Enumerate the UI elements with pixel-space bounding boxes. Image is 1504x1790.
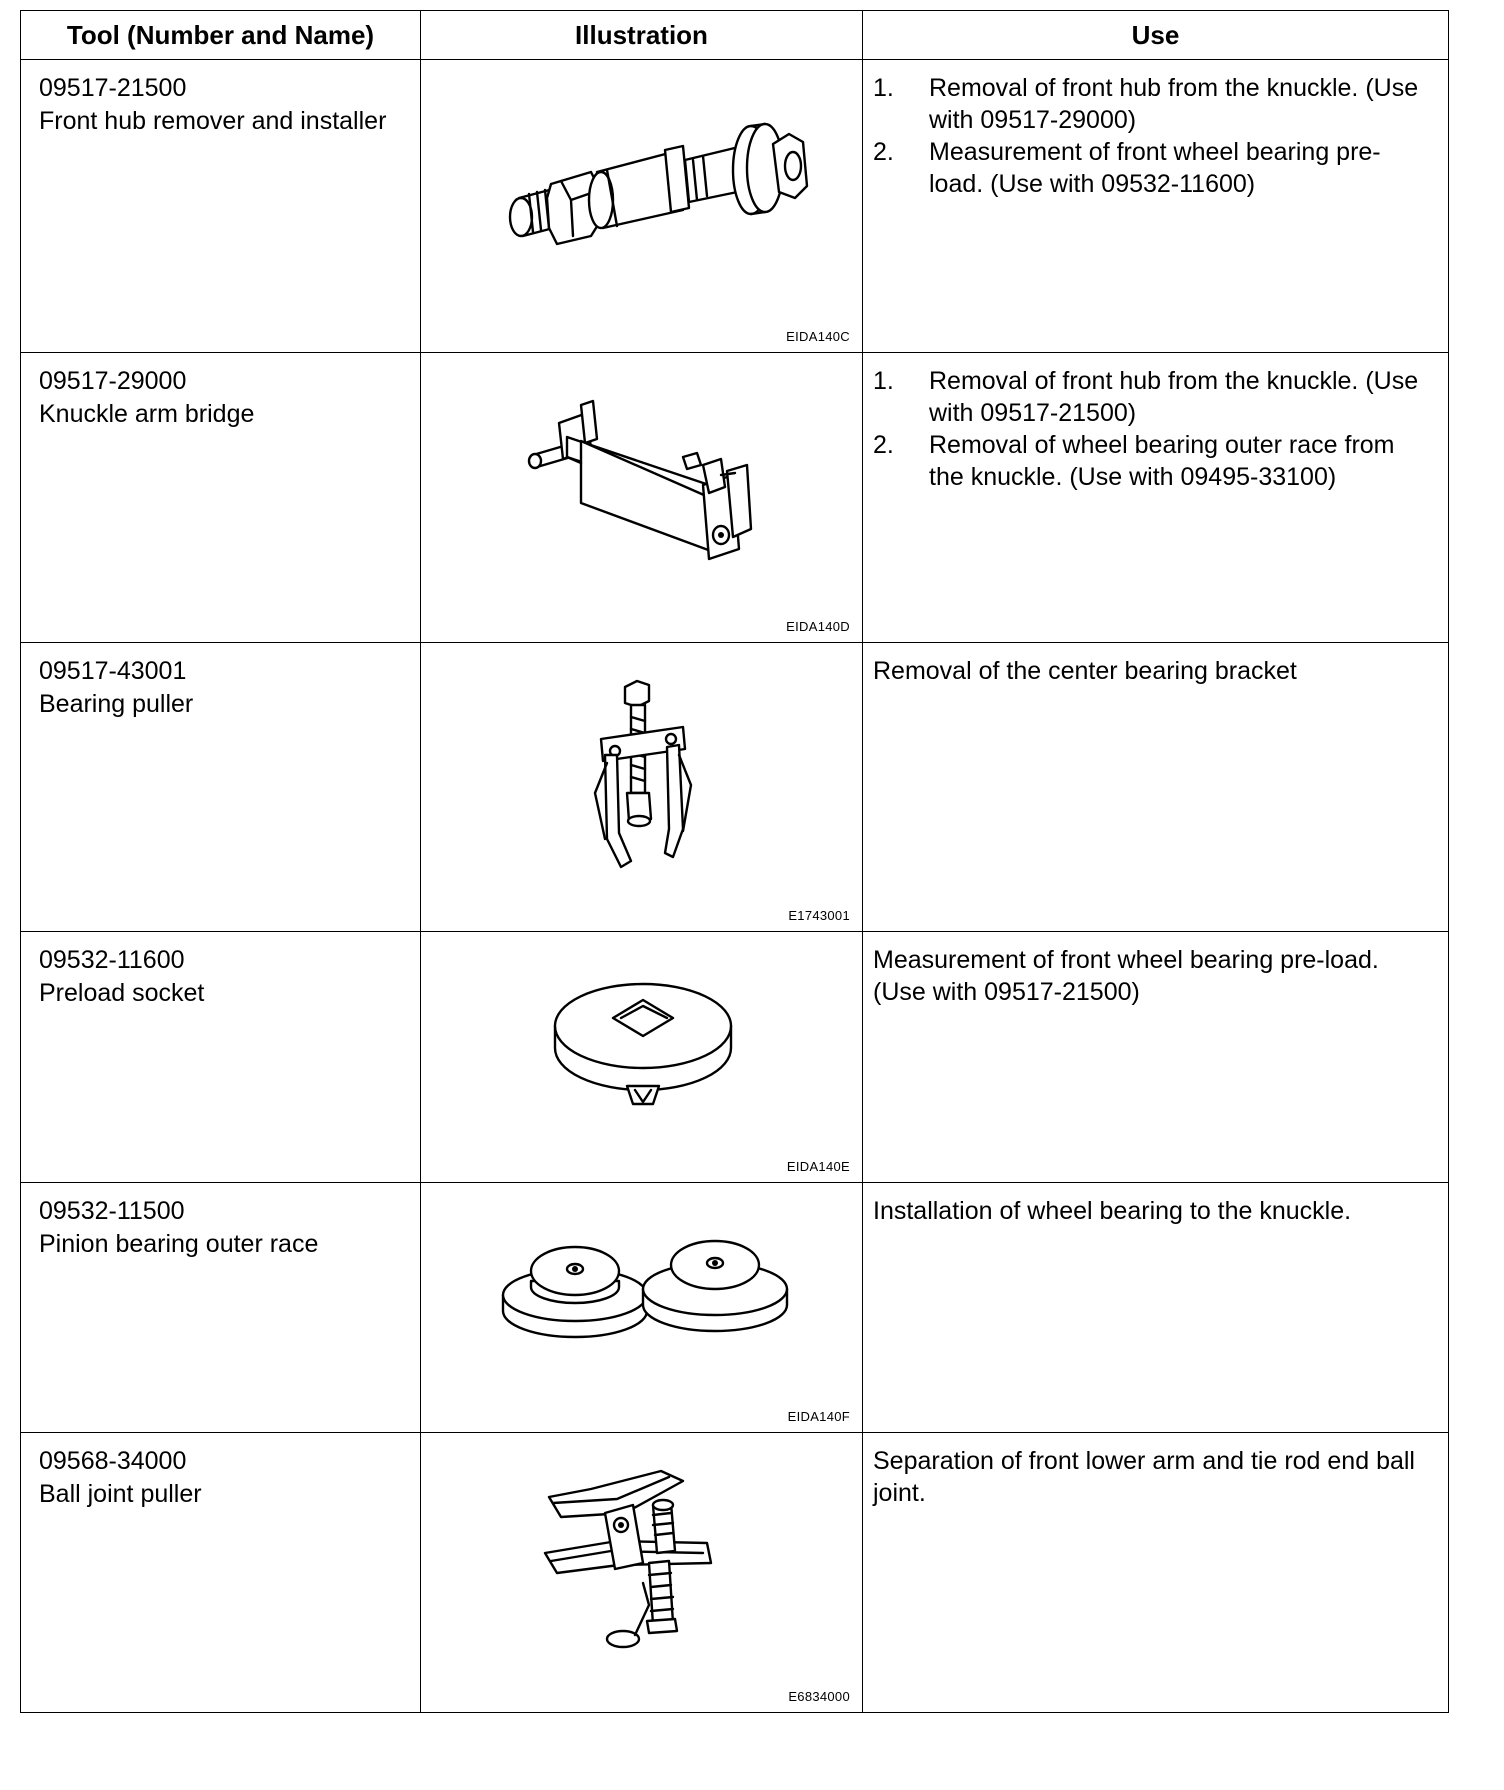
tool-name: Front hub remover and installer bbox=[39, 107, 387, 135]
table-row bbox=[21, 1183, 1449, 1433]
item-number: 2. bbox=[873, 138, 894, 166]
table-row bbox=[21, 643, 1449, 932]
tool-number: 09517-43001 bbox=[39, 657, 187, 685]
use-cell bbox=[863, 353, 1449, 643]
header-tool: Tool (Number and Name) bbox=[21, 11, 421, 60]
list-item bbox=[873, 136, 1434, 200]
figure-code: EIDA140F bbox=[787, 1409, 850, 1424]
tool-cell bbox=[21, 1183, 421, 1433]
use-cell bbox=[863, 1433, 1449, 1713]
use-list bbox=[873, 365, 1434, 493]
tool-cell bbox=[21, 643, 421, 932]
item-text: Removal of front hub from the knuckle. (Use with 09517-21500) bbox=[929, 367, 1419, 427]
table-row bbox=[21, 1433, 1449, 1713]
tool-name: Bearing puller bbox=[39, 690, 194, 718]
figure-code: E6834000 bbox=[788, 1689, 850, 1704]
figure-code: EIDA140D bbox=[786, 619, 850, 634]
use-text: Removal of the center bearing bracket bbox=[873, 657, 1297, 685]
use-text: Installation of wheel bearing to the knuckle. bbox=[873, 1197, 1352, 1225]
table-row bbox=[21, 353, 1449, 643]
pinion-bearing-outer-race-illustration bbox=[421, 1183, 863, 1433]
ball-joint-puller-illustration bbox=[421, 1433, 863, 1713]
use-cell bbox=[863, 60, 1449, 353]
tool-name: Pinion bearing outer race bbox=[39, 1230, 319, 1258]
use-list bbox=[873, 72, 1434, 200]
figure-code: EIDA140C bbox=[786, 329, 850, 344]
knuckle-arm-bridge-illustration bbox=[421, 353, 863, 643]
use-cell bbox=[863, 1183, 1449, 1433]
list-item bbox=[873, 72, 1434, 136]
use-cell bbox=[863, 643, 1449, 932]
hub-remover-installer-illustration bbox=[421, 60, 863, 353]
tool-number: 09532-11600 bbox=[39, 946, 185, 974]
tool-number: 09517-29000 bbox=[39, 367, 187, 395]
item-text: Measurement of front wheel bearing pre-load. (Use with 09532-11600) bbox=[929, 138, 1381, 198]
tool-cell bbox=[21, 932, 421, 1183]
table-row bbox=[21, 60, 1449, 353]
item-number: 2. bbox=[873, 431, 894, 459]
list-item bbox=[873, 365, 1434, 429]
tool-number: 09532-11500 bbox=[39, 1197, 185, 1225]
header-use: Use bbox=[863, 11, 1449, 60]
tool-number: 09517-21500 bbox=[39, 74, 187, 102]
tool-name: Knuckle arm bridge bbox=[39, 400, 255, 428]
item-text: Removal of front hub from the knuckle. (Use with 09517-29000) bbox=[929, 74, 1419, 134]
header-row bbox=[21, 11, 1449, 60]
special-tools-sheet bbox=[20, 10, 1448, 1713]
item-number: 1. bbox=[873, 367, 894, 395]
use-text: Separation of front lower arm and tie rod end ball joint. bbox=[873, 1447, 1415, 1507]
use-cell bbox=[863, 932, 1449, 1183]
use-text: Measurement of front wheel bearing pre-load. (Use with 09517-21500) bbox=[873, 946, 1379, 1006]
item-text: Removal of wheel bearing outer race from the knuckle. (Use with 09495-33100) bbox=[929, 431, 1395, 491]
special-tools-table bbox=[20, 10, 1449, 1713]
illustration-cell bbox=[421, 643, 863, 932]
tool-cell bbox=[21, 1433, 421, 1713]
item-number: 1. bbox=[873, 74, 894, 102]
illustration-cell bbox=[421, 1183, 863, 1433]
bearing-puller-illustration bbox=[421, 643, 863, 932]
illustration-cell bbox=[421, 353, 863, 643]
illustration-cell bbox=[421, 932, 863, 1183]
tool-cell bbox=[21, 353, 421, 643]
tool-name: Ball joint puller bbox=[39, 1480, 202, 1508]
tool-name: Preload socket bbox=[39, 979, 205, 1007]
preload-socket-illustration bbox=[421, 932, 863, 1183]
header-illustration: Illustration bbox=[421, 11, 863, 60]
illustration-cell bbox=[421, 1433, 863, 1713]
list-item bbox=[873, 429, 1434, 493]
illustration-cell bbox=[421, 60, 863, 353]
table-row bbox=[21, 932, 1449, 1183]
figure-code: EIDA140E bbox=[786, 1159, 850, 1174]
figure-code: E1743001 bbox=[788, 908, 850, 923]
tool-number: 09568-34000 bbox=[39, 1447, 187, 1475]
tool-cell bbox=[21, 60, 421, 353]
